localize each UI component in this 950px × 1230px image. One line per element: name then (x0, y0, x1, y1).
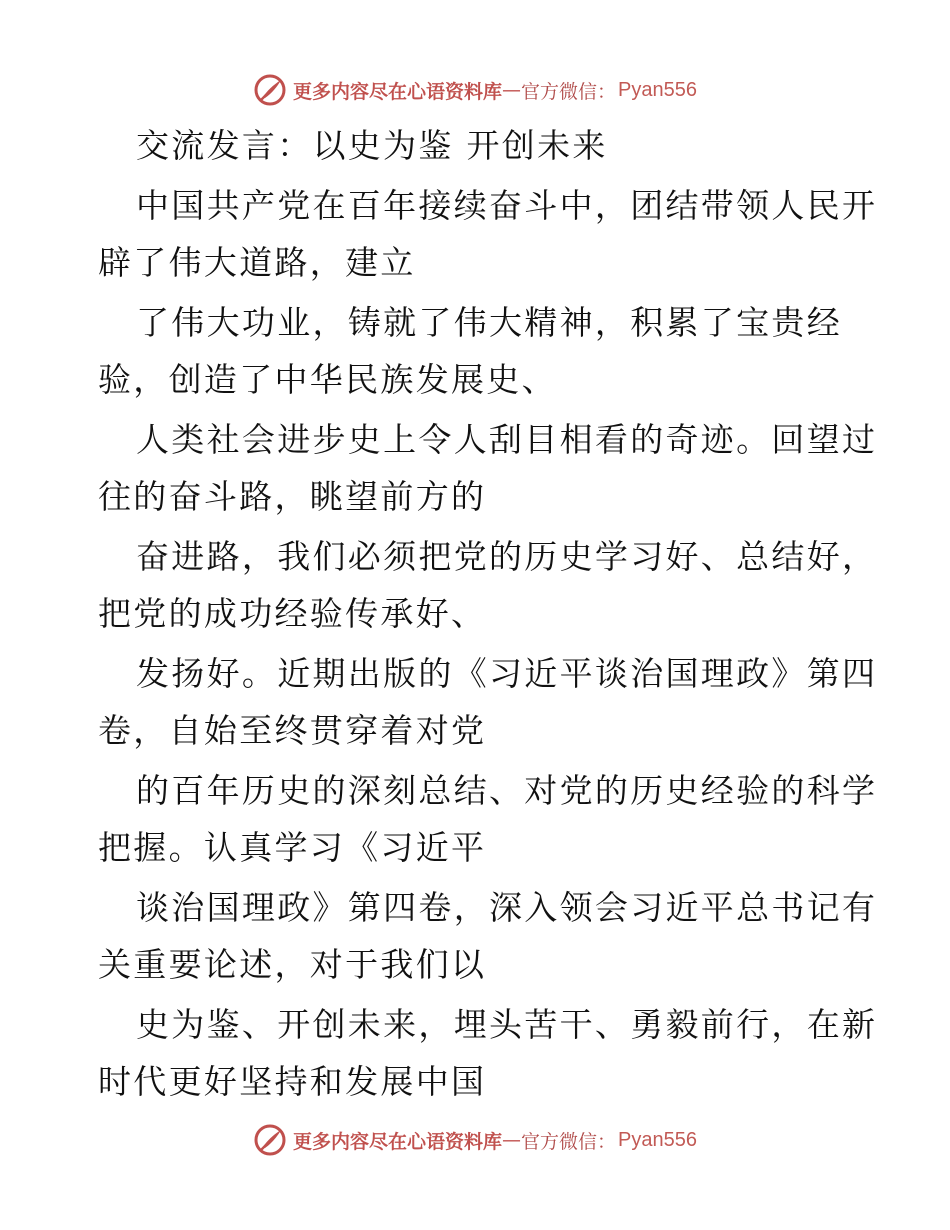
feather-pen-icon (253, 73, 287, 107)
document-title: 交流发言：以史为鉴 开创未来 (136, 126, 608, 165)
header-watermark (0, 70, 950, 110)
text-line: 时代更好坚持和发展中国 (98, 1062, 487, 1101)
text-line: 把握。认真学习《习近平 (98, 828, 487, 867)
watermark-dash: — (502, 1129, 522, 1151)
text-line: 谈治国理政》第四卷，深入领会习近平总书记有 (136, 888, 878, 927)
text-line: 关重要论述，对于我们以 (98, 945, 487, 984)
watermark-lead: 更多内容尽在心语资料库 (293, 1130, 503, 1153)
text-line: 往的奋斗路，眺望前方的 (98, 477, 487, 516)
text-line: 人类社会进步史上令人刮目相看的奇迹。回望过 (136, 420, 878, 459)
watermark-lead: 更多内容尽在心语资料库 (293, 80, 503, 103)
watermark-wechat-label: 官方微信： (521, 1130, 617, 1153)
text-line: 把党的成功经验传承好、 (98, 594, 487, 633)
watermark-dash: — (502, 79, 522, 101)
footer-watermark (0, 1120, 950, 1160)
watermark-wechat-label: 官方微信： (521, 80, 617, 103)
text-line: 史为鉴、开创未来，埋头苦干、勇毅前行，在新 (136, 1005, 878, 1044)
watermark-wechat-id: Pyan556 (618, 1128, 697, 1151)
feather-pen-icon (253, 1123, 287, 1157)
watermark-wechat-id: Pyan556 (618, 78, 697, 101)
text-line: 验，创造了中华民族发展史、 (98, 360, 557, 399)
text-line: 辟了伟大道路，建立 (98, 243, 416, 282)
text-line: 中国共产党在百年接续奋斗中，团结带领人民开 (136, 186, 878, 225)
text-line: 发扬好。近期出版的《习近平谈治国理政》第四 (136, 654, 878, 693)
text-line: 奋进路，我们必须把党的历史学习好、总结好， (136, 537, 878, 576)
text-line: 卷，自始至终贯穿着对党 (98, 711, 487, 750)
text-line: 的百年历史的深刻总结、对党的历史经验的科学 (136, 771, 878, 810)
text-line: 了伟大功业，铸就了伟大精神，积累了宝贵经 (136, 303, 842, 342)
